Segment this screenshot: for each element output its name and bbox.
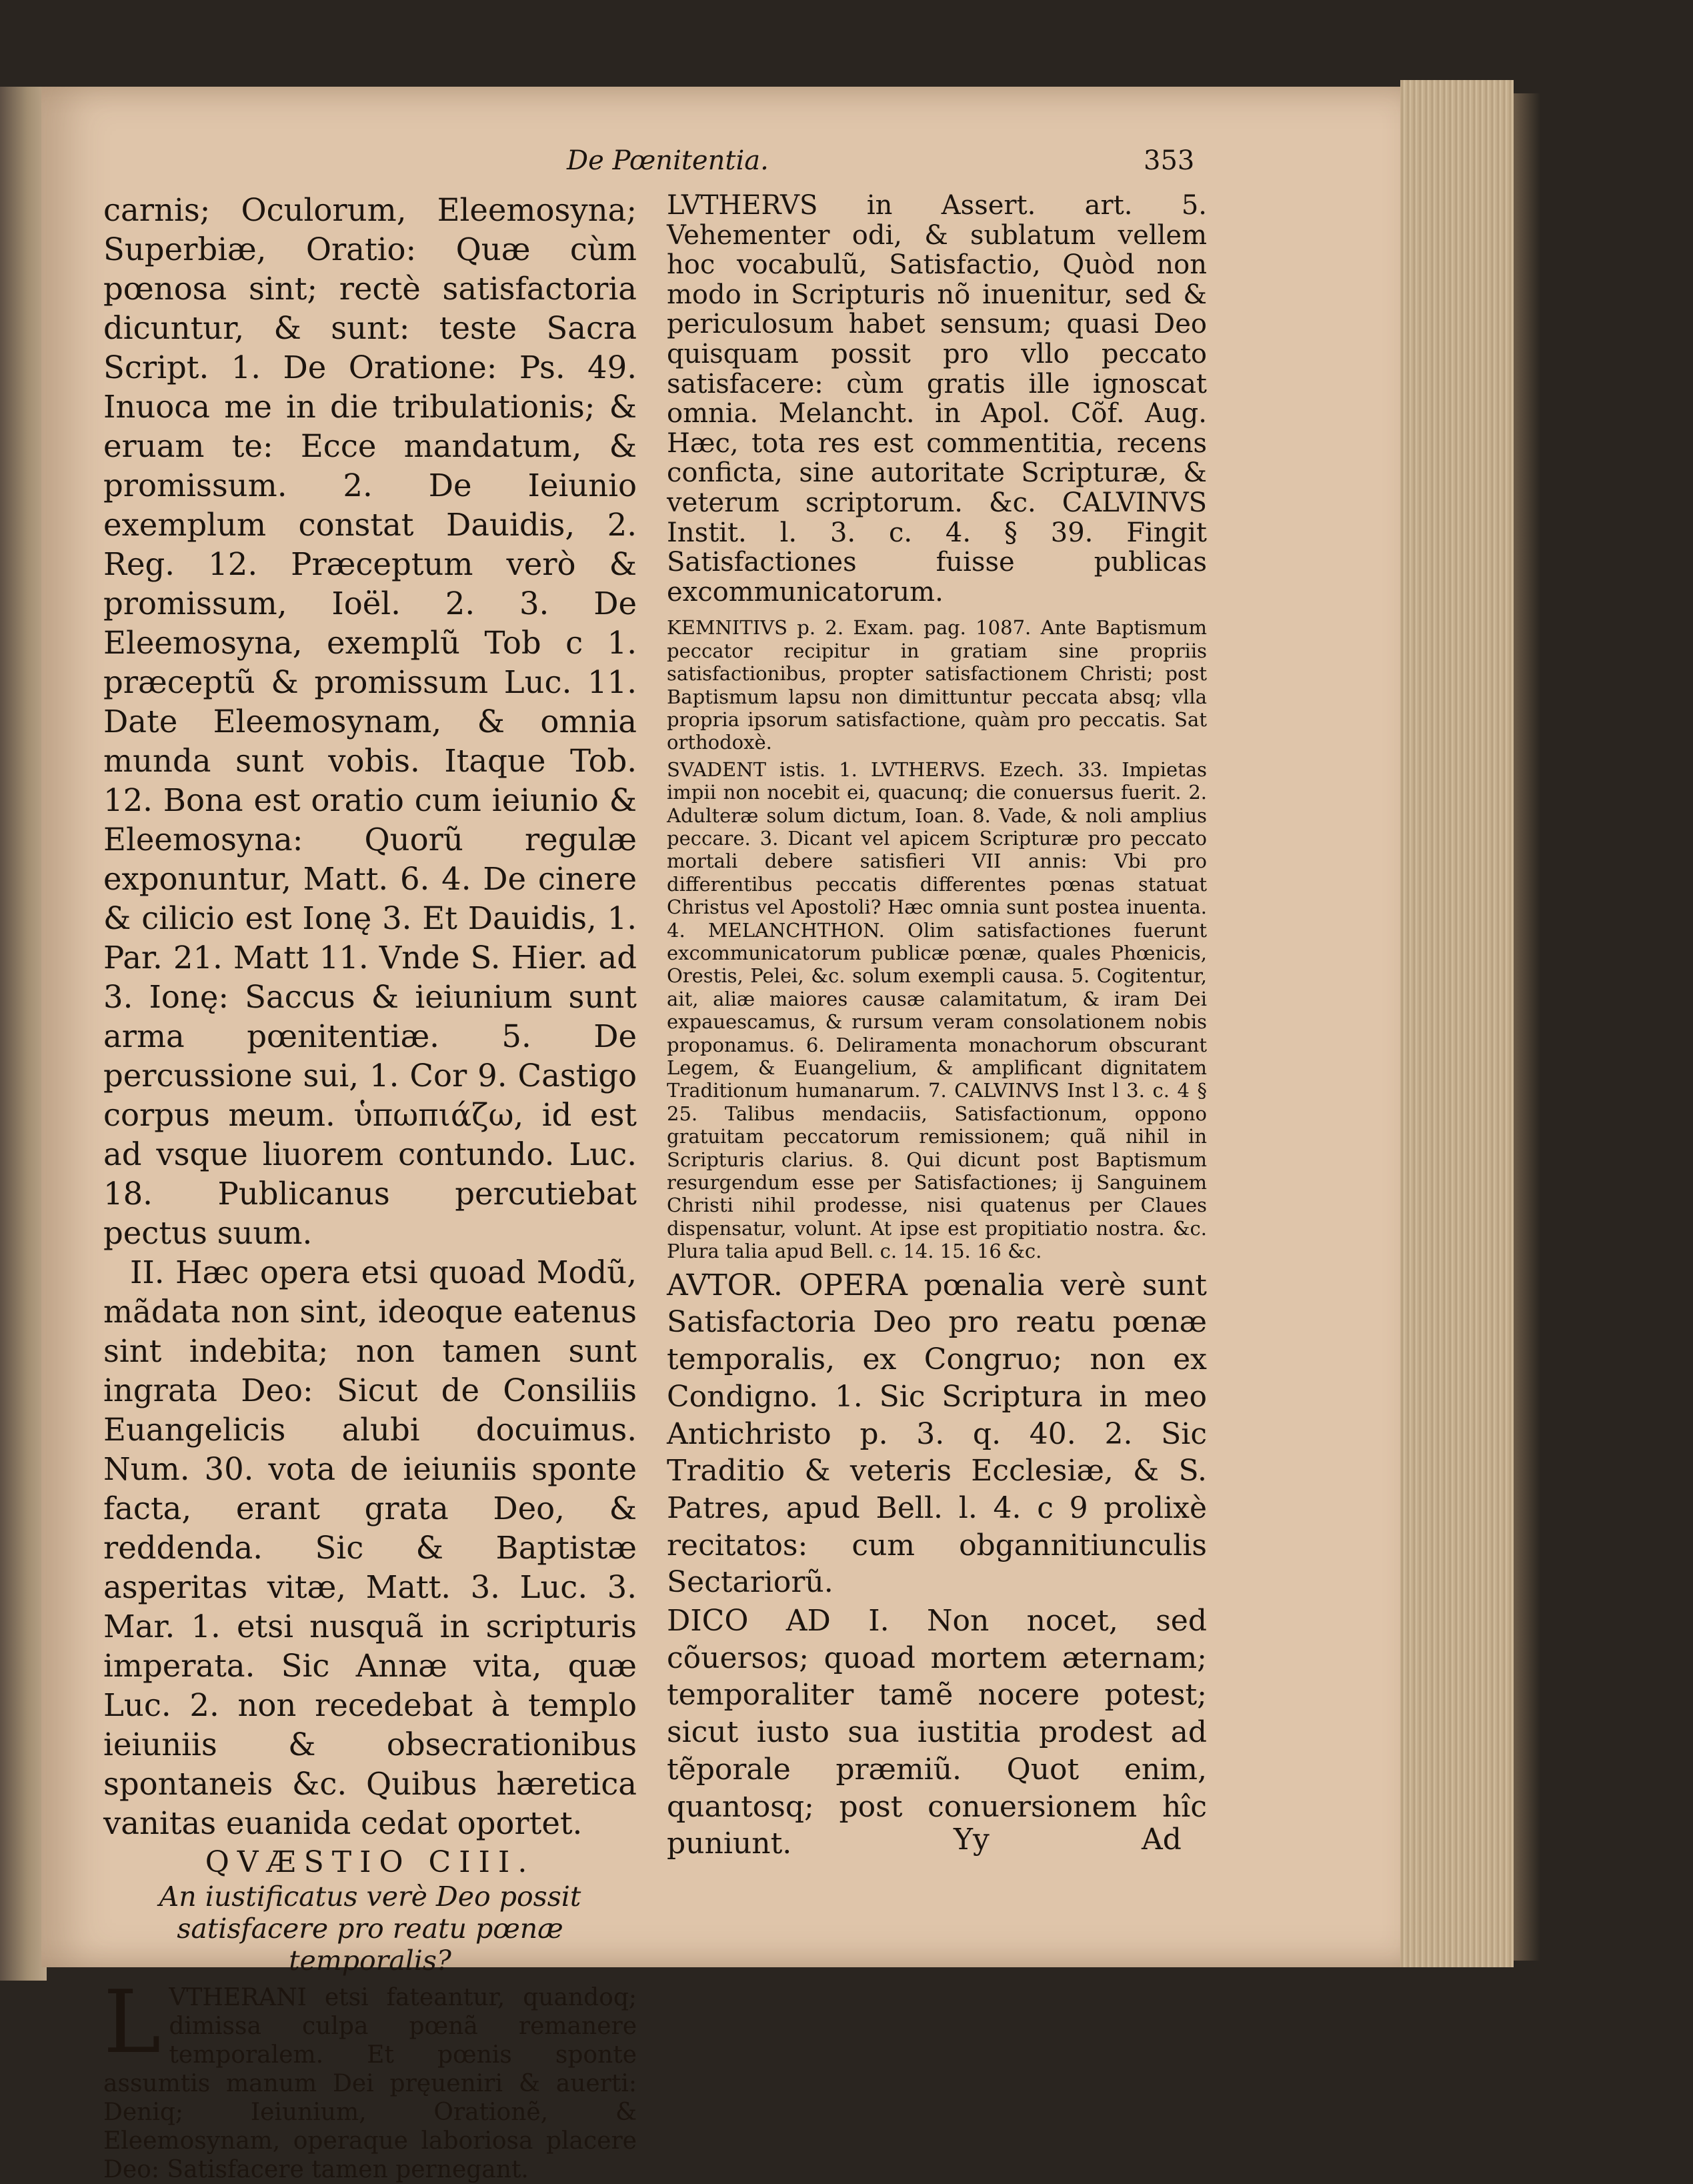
page-number: 353 <box>1144 145 1195 176</box>
signature-mark: Yy <box>954 1822 990 1857</box>
running-head-title: De Pœnitentia. <box>567 145 769 176</box>
page-fore-edge <box>1400 80 1514 1967</box>
right-paragraph-5: DICO AD I. Non nocet, sed cõuersos; quoad mortem æternam; temporaliter tamẽ nocere potest; sicut iusto sua iustitia prodest ad tẽporale præmiũ. Quot enim, quantosq; post conuersionem hîc puniunt. <box>667 1604 1207 1861</box>
right-paragraph-4: AVTOR. OPERA pœnalia verè sunt Satisfactoria Deo pro reatu pœnæ temporalis, ex Congruo; non ex Condigno. 1. Sic Scriptura in meo Antichristo p. 3. q. 40. 2. Sic Traditio & veteris Ecclesiæ, & S. Patres, apud Bell. l. 4. c 9 prolixè recitatos: cum obgannitiunculis Sectariorũ. <box>667 1268 1207 1600</box>
question-subheading: An iustificatus verè Deo possit satisfacere pro reatu pœnæ temporalis? <box>159 1881 581 1977</box>
left-page-edge <box>0 87 47 1981</box>
drop-cap: L <box>103 1971 161 2073</box>
question-heading: QVÆSTIO CIII. <box>205 1845 535 1879</box>
right-paragraph-3: SVADENT istis. 1. LVTHERVS. Ezech. 33. Impietas impii non nocebit ei, quacunq; die conuersus fuerit. 2. Adulteræ solum dictum, Ioan. 8. Vade, & noli amplius peccare. 3. Dicant vel apicem Scripturæ pro peccato mortali debere satisfieri VII annis: Vbi pro differentibus peccatis differentes pœnas statuat Christus vel Apostoli? Hæc omnia sunt postea inuenta. 4. MELANCHTHON. Olim satisfactiones fuerunt excommunicatorum publicæ pœnæ, quales Phœnicis, Orestis, Pelei, &c. solum exempli causa. 5. Cogitentur, ait, aliæ maiores causæ calamitatum, & iram Dei expauescamus, & rursum veram consolationem nobis proponamus. 6. Deliramenta monachorum obscurant Legem, & Euangelium, & amplificant dignitatem Traditionum humanarum. 7. CALVINVS Inst l 3. c. 4 § 25. Talibus mendaciis, Satisfactionum, oppono gratuitam peccatorum remissionem; quã nihil in Scripturis clarius. 8. Qui dicunt post Baptismum resurgendum esse per Satisfactiones; ij Sanguinem Christi nihil prodesse, nisi quatenus per Claues dispensatur, volunt. At ipse est propitiatio nostra. &c. Plura talia apud Bell. c. 14. 15. 16 &c. <box>667 758 1207 1263</box>
question-body <box>103 1971 637 2184</box>
right-column <box>667 191 1207 1863</box>
right-paragraph-1: LVTHERVS in Assert. art. 5. Vehementer odi, & sublatum vellem hoc vocabulũ, Satisfactio, Quòd non modo in Scripturis nõ inuenitur, sed & periculosum habet sensum; quasi Deo quisquam possit pro vllo peccato satisfacere: cùm gratis ille ignoscat omnia. Melancht. in Apol. Cõf. Aug. Hæc, tota res est commentitia, recens conficta, sine autoritate Scripturæ, & veterum scriptorum. &c. CALVINVS Instit. l. 3. c. 4. § 39. Fingit Satisfactiones fuisse publicas excommunicatorum. <box>667 190 1207 608</box>
question-body-text: VTHERANI etsi fateantur, quandoq; dimissa culpa pœnã remanere temporalem. Et pœnis sponte assumtis manum Dei pręueniri & auerti: Deniq; Ieiunium, Orationẽ, & Eleemosynam, operaque laboriosa placere Deo: Satisfacere tamen pernegant. <box>103 1984 637 2183</box>
left-column <box>103 191 637 2184</box>
left-paragraph-2: II. Hæc opera etsi quoad Modũ, mãdata non sint, ideoque eatenus sint indebita; non tamen sunt ingrata Deo: Sicut de Consiliis Euangelicis alubi docuimus. Num. 30. vota de ieiuniis sponte facta, erant grata Deo, & reddenda. Sic & Baptistæ asperitas vitæ, Matt. 3. Luc. 3. Mar. 1. etsi nusquã in scripturis imperata. Sic Annæ vita, quæ Luc. 2. non recedebat à templo ieiuniis & obsecrationibus spontaneis &c. Quibus hæretica vanitas euanida cedat oportet. <box>103 1254 637 1841</box>
fore-edge-shadow <box>1514 93 1540 1961</box>
catchword: Ad <box>1142 1822 1182 1857</box>
right-paragraph-2: KEMNITIVS p. 2. Exam. pag. 1087. Ante Baptismum peccator recipitur in gratiam sine propriis satisfactionibus, propter satisfactionem Christi; post Baptismum lapsu non dimittuntur peccata absq; vlla propria ipsorum satisfactione, quàm pro peccatis. Sat orthodoxè. <box>667 616 1207 754</box>
left-paragraph-1: carnis; Oculorum, Eleemosyna; Superbiæ, Oratio: Quæ cùm pœnosa sint; rectè satisfactoria dicuntur, & sunt: teste Sacra Script. 1. De Oratione: Ps. 49. Inuoca me in die tribulationis; & eruam te: Ecce mandatum, & promissum. 2. De Ieiunio exemplum constat Dauidis, 2. Reg. 12. Præceptum verò & promissum, Ioël. 2. 3. De Eleemosyna, exemplũ Tob c 1. præceptũ & promissum Luc. 11. Date Eleemosynam, & omnia munda sunt vobis. Itaque Tob. 12. Bona est oratio cum ieiunio & Eleemosyna: Quorũ regulæ exponuntur, Matt. 6. 4. De cinere & cilicio est Ionę 3. Et Dauidis, 1. Par. 21. Matt 11. Vnde S. Hier. ad 3. Ionę: Saccus & ieiunium sunt arma pœnitentiæ. 5. De percussione sui, 1. Cor 9. Castigo corpus meum. ὑπωπιάζω, id est ad vsque liuorem contundo. Luc. 18. Publicanus percutiebat pectus suum. <box>103 192 637 1251</box>
